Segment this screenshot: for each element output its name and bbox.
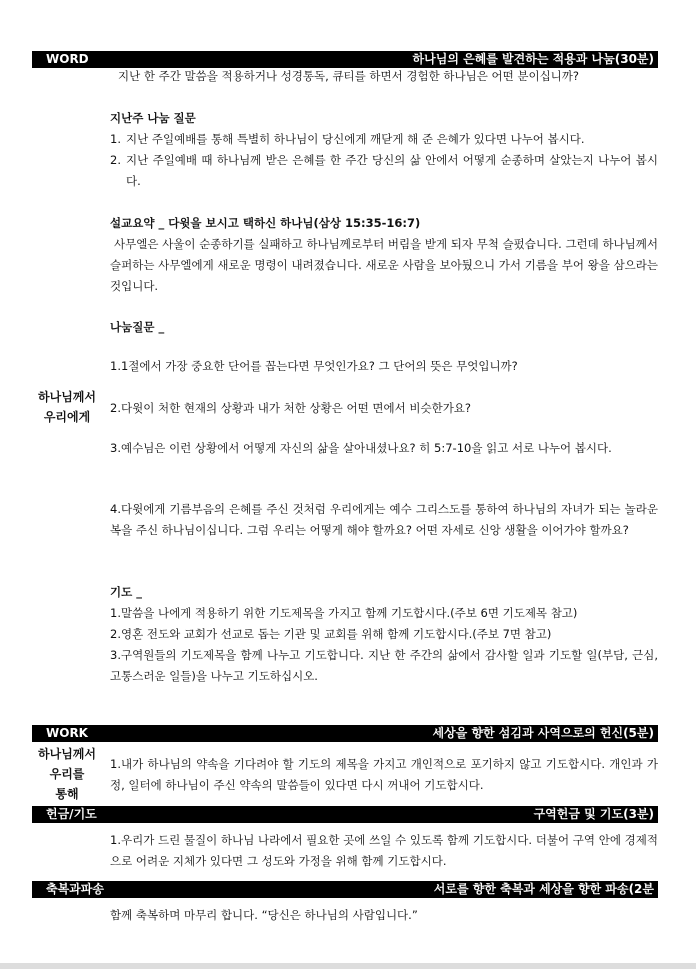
list-item: 2. 지난 주일예배 때 하나님께 받은 은혜를 한 주간 당신의 삶 안에서 어떻게 순종하며 살았는지 나누어 봅시다. bbox=[110, 153, 658, 188]
work-section-label: WORK bbox=[46, 726, 88, 740]
side-label-god-to-us: 하나님께서 우리에게 bbox=[38, 390, 96, 424]
last-week-list bbox=[110, 129, 658, 192]
question-3: 3.예수님은 이런 상황에서 어떻게 자신의 삶을 살아내셨나요? 히 5:7-10을 읽고 서로 나누어 봅시다. bbox=[110, 441, 612, 455]
prayer-1: 1.말씀을 나에게 적용하기 위한 기도제목을 가지고 함께 기도합시다.(주보 6면 기도제목 참고) bbox=[110, 606, 578, 620]
question-2: 2.다윗이 처한 현재의 상황과 내가 처한 상황은 어떤 면에서 비슷한가요? bbox=[110, 401, 472, 415]
question-4: 4.다윗에게 기름부음의 은혜를 주신 것처럼 우리에게는 예수 그리스도를 통하여 하나님의 자녀가 되는 놀라운 복을 주신 하나님이십니다. 그럼 우리는 어떻게 해야 할까요? 어떤 자세로 신앙 생활을 이어가야 할까요? bbox=[110, 502, 658, 537]
list-item-text: 지난 주일예배 때 하나님께 받은 은혜를 한 주간 당신의 삶 안에서 어떻게 순종하며 살았는지 나누어 봅시다. bbox=[126, 153, 658, 188]
offering-section-title: 구역헌금 및 기도(3분) bbox=[533, 807, 654, 821]
prayer-heading: 기도 _ bbox=[110, 585, 142, 599]
blessing-text: 함께 축복하며 마무리 합니다. “당신은 하나님의 사람입니다.” bbox=[110, 908, 418, 922]
list-item: 1. 지난 주일예배를 통해 특별히 하나님이 당신에게 깨닫게 해 준 은혜가 있다면 나누어 봅시다. bbox=[110, 132, 585, 146]
offering-section-bar bbox=[32, 806, 658, 823]
last-week-heading: 지난주 나눔 질문 bbox=[110, 111, 196, 125]
page-bottom-edge bbox=[0, 963, 696, 969]
work-section-bar bbox=[32, 725, 658, 742]
offering-text: 1.우리가 드린 물질이 하나님 나라에서 필요한 곳에 쓰일 수 있도록 함께 기도합시다. 더불어 구역 안에 경제적으로 어려운 지체가 있다면 그 성도와 가정을 위해 함께 기도합시다. bbox=[110, 833, 658, 868]
side-label-through-us: 하나님께서 우리를 통해 bbox=[38, 747, 96, 801]
work-text: 1.내가 하나님의 약속을 기다려야 할 기도의 제목을 가지고 개인적으로 포기하지 않고 기도합시다. 개인과 가정, 일터에 하나님이 주신 약속의 말씀들이 있다면 다시 꺼내어 기도합시다. bbox=[110, 757, 658, 792]
word-section-title: 하나님의 은혜를 발견하는 적용과 나눔(30분) bbox=[412, 52, 654, 66]
prayer-3: 3.구역원들의 기도제목을 함께 나누고 기도합니다. 지난 한 주간의 삶에서 감사할 일과 기도할 일(부담, 근심, 고통스러운 일들)을 나누고 기도하십시오. bbox=[110, 648, 658, 683]
question-1: 1.1절에서 가장 중요한 단어를 꼽는다면 무엇인가요? 그 단어의 뜻은 무엇입니까? bbox=[110, 359, 518, 373]
sermon-heading: 설교요약 _ 다윗을 보시고 택하신 하나님(삼상 15:35-16:7) bbox=[110, 216, 421, 230]
sermon-body: 사무엘은 사울이 순종하기를 실패하고 하나님께로부터 버림을 받게 되자 무척 슬펐습니다. 그런데 하나님께서 슬퍼하는 사무엘에게 새로운 명령이 내려졌습니다. 새로운 사람을 보아뒀으니 가서 기름을 부어 왕을 삼으라는 것입니다. bbox=[110, 237, 658, 293]
word-section-label: WORD bbox=[46, 52, 89, 66]
blessing-section-bar bbox=[32, 881, 658, 898]
list-item-text: 지난 주일예배를 통해 특별히 하나님이 당신에게 깨닫게 해 준 은혜가 있다면 나누어 봅시다. bbox=[126, 132, 585, 146]
word-intro: 지난 한 주간 말씀을 적용하거나 성경통독, 큐티를 하면서 경험한 하나님은 어떤 분이십니까? bbox=[118, 69, 579, 83]
blessing-section-label: 축복과파송 bbox=[46, 882, 104, 896]
blessing-section-title: 서로를 향한 축복과 세상을 향한 파송(2분 bbox=[433, 882, 654, 896]
questions-heading: 나눔질문 _ bbox=[110, 320, 165, 334]
work-section-title: 세상을 향한 섬김과 사역으로의 헌신(5분) bbox=[432, 726, 654, 740]
offering-section-label: 헌금/기도 bbox=[46, 807, 97, 821]
prayer-2: 2.영혼 전도와 교회가 선교로 돕는 기관 및 교회를 위해 함께 기도합시다.(주보 7면 참고) bbox=[110, 627, 552, 641]
